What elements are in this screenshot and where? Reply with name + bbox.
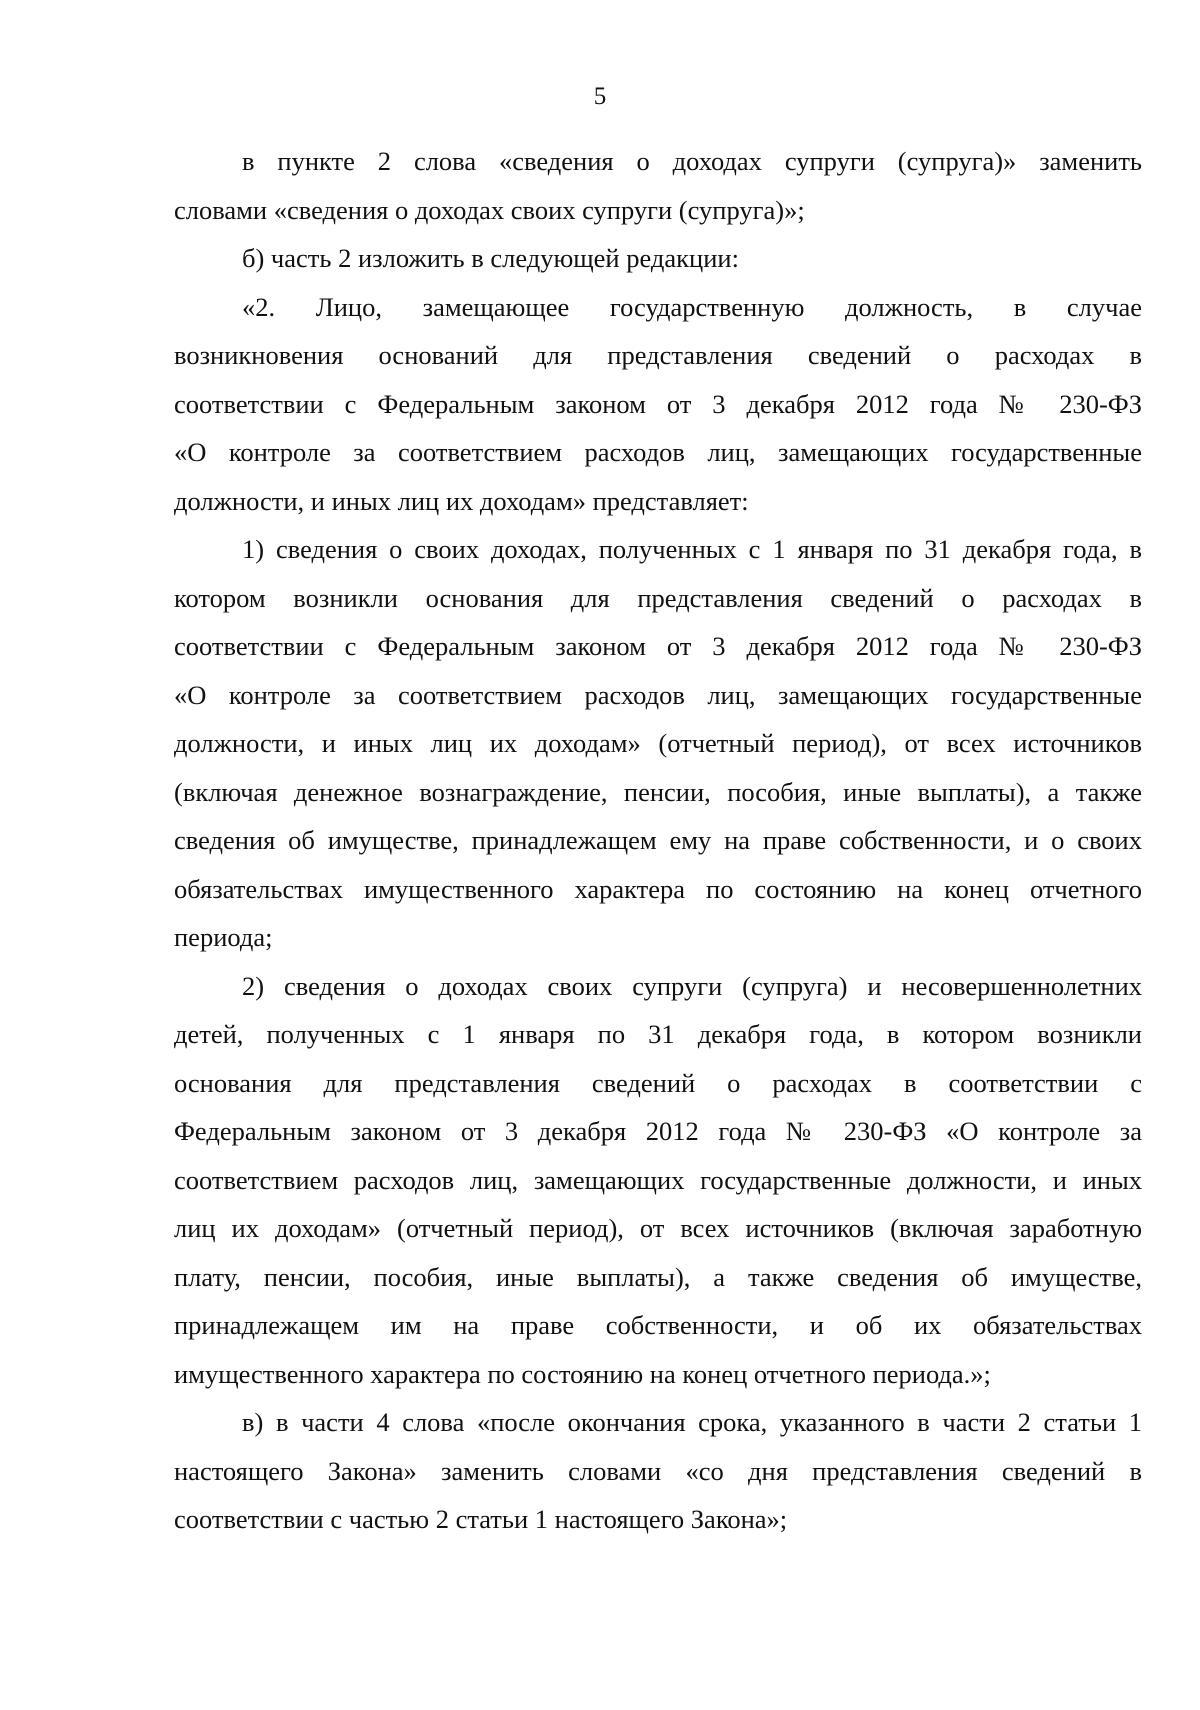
document-body [174, 137, 1142, 1544]
text-line: соответствии с Федеральным законом от 3 декабря 2012 года № 230-ФЗ [174, 631, 1142, 661]
text-line: в) в части 4 слова «после окончания срока, указанного в части 2 статьи 1 [242, 1407, 1142, 1437]
text-line: периода; [174, 922, 273, 952]
text-line: обязательствах имущественного характера по состоянию на конец отчетного [174, 873, 1142, 904]
text-line: «2. Лицо, замещающее государственную должность, в случае [242, 291, 1142, 322]
text-line: должности, и иных лиц их доходам» представляет: [174, 485, 749, 516]
text-line: в пункте 2 слова «сведения о доходах супруги (супруга)» заменить [242, 146, 1142, 176]
text-line: «О контроле за соответствием расходов лиц, замещающих государственные [174, 437, 1142, 467]
text-line: имущественного характера по состоянию на конец отчетного периода.»; [174, 1358, 991, 1389]
text-line: основания для представления сведений о расходах в соответствии с [174, 1067, 1142, 1098]
text-line: принадлежащем им на праве собственности, и об их обязательствах [174, 1310, 1142, 1340]
text-line: 2) сведения о доходах своих супруги (супруга) и несовершеннолетних [242, 970, 1142, 1001]
text-line: соответствии с частью 2 статьи 1 настоящего Закона»; [174, 1504, 788, 1534]
text-line: лиц их доходам» (отчетный период), от всех источников (включая заработную [174, 1213, 1142, 1243]
text-line: соответствием расходов лиц, замещающих государственные должности, и иных [174, 1164, 1142, 1195]
text-line: должности, и иных лиц их доходам» (отчетный период), от всех источников [174, 728, 1142, 758]
text-line: соответствии с Федеральным законом от 3 декабря 2012 года № 230-ФЗ [174, 388, 1142, 419]
text-line: 1) сведения о своих доходах, полученных с 1 января по 31 декабря года, в [242, 534, 1142, 564]
text-line: б) часть 2 изложить в следующей редакции: [242, 243, 739, 273]
page-number: 5 [593, 83, 607, 110]
text-line: (включая денежное вознаграждение, пенсии, пособия, иные выплаты), а также [174, 776, 1142, 807]
text-line: настоящего Закона» заменить словами «со дня представления сведений в [174, 1455, 1142, 1486]
text-line: словами «сведения о доходах своих супруги (супруга)»; [174, 194, 805, 225]
text-line: сведения об имуществе, принадлежащем ему на праве собственности, и о своих [174, 825, 1142, 855]
text-line: детей, полученных с 1 января по 31 декабря года, в котором возникли [174, 1019, 1142, 1049]
text-line: Федеральным законом от 3 декабря 2012 года № 230-ФЗ «О контроле за [174, 1116, 1142, 1146]
text-line: плату, пенсии, пособия, иные выплаты), а также сведения об имуществе, [174, 1261, 1142, 1292]
text-line: возникновения оснований для представления сведений о расходах в [174, 340, 1142, 370]
text-line: котором возникли основания для представления сведений о расходах в [174, 582, 1142, 613]
text-line: «О контроле за соответствием расходов лиц, замещающих государственные [174, 679, 1142, 710]
